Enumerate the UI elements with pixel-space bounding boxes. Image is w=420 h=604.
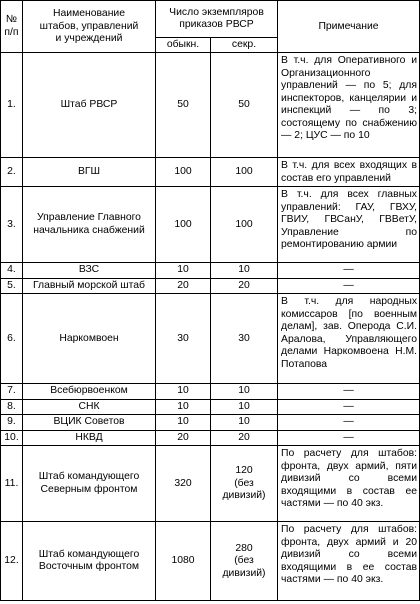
row-num: 1. (1, 53, 23, 158)
row-name: Управление Главного начальника снабжений (23, 187, 156, 263)
row-name: СНК (23, 399, 156, 414)
row-name: Штаб командующего Северным фронтом (23, 446, 156, 522)
table-row (1, 278, 420, 293)
row-num: 12. (1, 522, 23, 601)
row-regular: 10 (156, 415, 211, 430)
table-row (1, 294, 420, 384)
row-regular: 10 (156, 384, 211, 399)
table-row (1, 415, 420, 430)
header-regular: обыкн. (156, 38, 211, 53)
row-regular: 10 (156, 263, 211, 278)
row-num: 5. (1, 278, 23, 293)
table-row (1, 399, 420, 414)
row-secret: 10 (211, 384, 278, 399)
row-secret: 120 (без дивизий) (211, 446, 278, 522)
row-note: В т.ч. для Оперативного и Организационного управлений — по 5; для инспекторов, канцелярии и инспекций — по 3; состоящему по снабжению — 2; ЦУС — по 10 (278, 53, 420, 158)
row-secret: 20 (211, 278, 278, 293)
row-name: ВЦИК Советов (23, 415, 156, 430)
row-note: — (278, 430, 420, 445)
row-secret: 10 (211, 399, 278, 414)
header-secret: секр. (211, 38, 278, 53)
row-regular: 10 (156, 399, 211, 414)
table-row (1, 53, 420, 158)
row-secret: 100 (211, 158, 278, 187)
row-secret: 280 (без дивизий) (211, 522, 278, 601)
row-note: — (278, 278, 420, 293)
row-regular: 100 (156, 158, 211, 187)
row-note: В т.ч. для всех главных управлений: ГАУ, ГВХУ, ГВИУ, ГВСанУ, ГВВетУ, Управление по ремонтированию армии (278, 187, 420, 263)
row-note: — (278, 399, 420, 414)
table-row (1, 384, 420, 399)
row-secret: 50 (211, 53, 278, 158)
row-note: В т.ч. для народных комиссаров [по военным делам], зав. Оперода С.И. Аралова, Управляющего делами Наркомвоена Н.М. Потапова (278, 294, 420, 384)
row-regular: 1080 (156, 522, 211, 601)
row-name: Всебюрвоенком (23, 384, 156, 399)
table-row (1, 158, 420, 187)
row-regular: 20 (156, 278, 211, 293)
row-num: 2. (1, 158, 23, 187)
row-regular: 50 (156, 53, 211, 158)
row-name: ВГШ (23, 158, 156, 187)
row-secret: 30 (211, 294, 278, 384)
row-name: Штаб РВСР (23, 53, 156, 158)
row-regular: 20 (156, 430, 211, 445)
row-secret: 10 (211, 263, 278, 278)
table-row (1, 263, 420, 278)
row-num: 6. (1, 294, 23, 384)
table-row (1, 522, 420, 601)
header-copies: Число экземпляров приказов РВСР (156, 1, 278, 38)
row-name: Наркомвоен (23, 294, 156, 384)
row-note: В т.ч. для всех входящих в состав его управлений (278, 158, 420, 187)
row-name: Штаб командующего Восточным фронтом (23, 522, 156, 601)
header-num: № п/п (1, 1, 23, 53)
row-regular: 100 (156, 187, 211, 263)
row-note: По расчету для штабов: фронта, двух армий и 20 дивизий со всеми входящими в ее состав частями — по 40 экз. (278, 522, 420, 601)
table-row (1, 187, 420, 263)
row-secret: 10 (211, 415, 278, 430)
row-num: 3. (1, 187, 23, 263)
row-secret: 20 (211, 430, 278, 445)
row-num: 4. (1, 263, 23, 278)
row-num: 11. (1, 446, 23, 522)
row-name: ВЗС (23, 263, 156, 278)
row-note: — (278, 263, 420, 278)
row-num: 8. (1, 399, 23, 414)
table-row (1, 446, 420, 522)
row-note: По расчету для штабов: фронта, двух армий, пяти дивизий со всеми входящими в состав ее частями — по 40 экз. (278, 446, 420, 522)
row-note: — (278, 415, 420, 430)
header-note: Примечание (278, 1, 420, 53)
row-note: — (278, 384, 420, 399)
row-num: 9. (1, 415, 23, 430)
row-regular: 320 (156, 446, 211, 522)
row-num: 7. (1, 384, 23, 399)
row-num: 10. (1, 430, 23, 445)
table-row (1, 430, 420, 445)
row-regular: 30 (156, 294, 211, 384)
header-name: Наименование штабов, управлений и учреждений (23, 1, 156, 53)
row-name: НКВД (23, 430, 156, 445)
row-secret: 100 (211, 187, 278, 263)
row-name: Главный морской штаб (23, 278, 156, 293)
